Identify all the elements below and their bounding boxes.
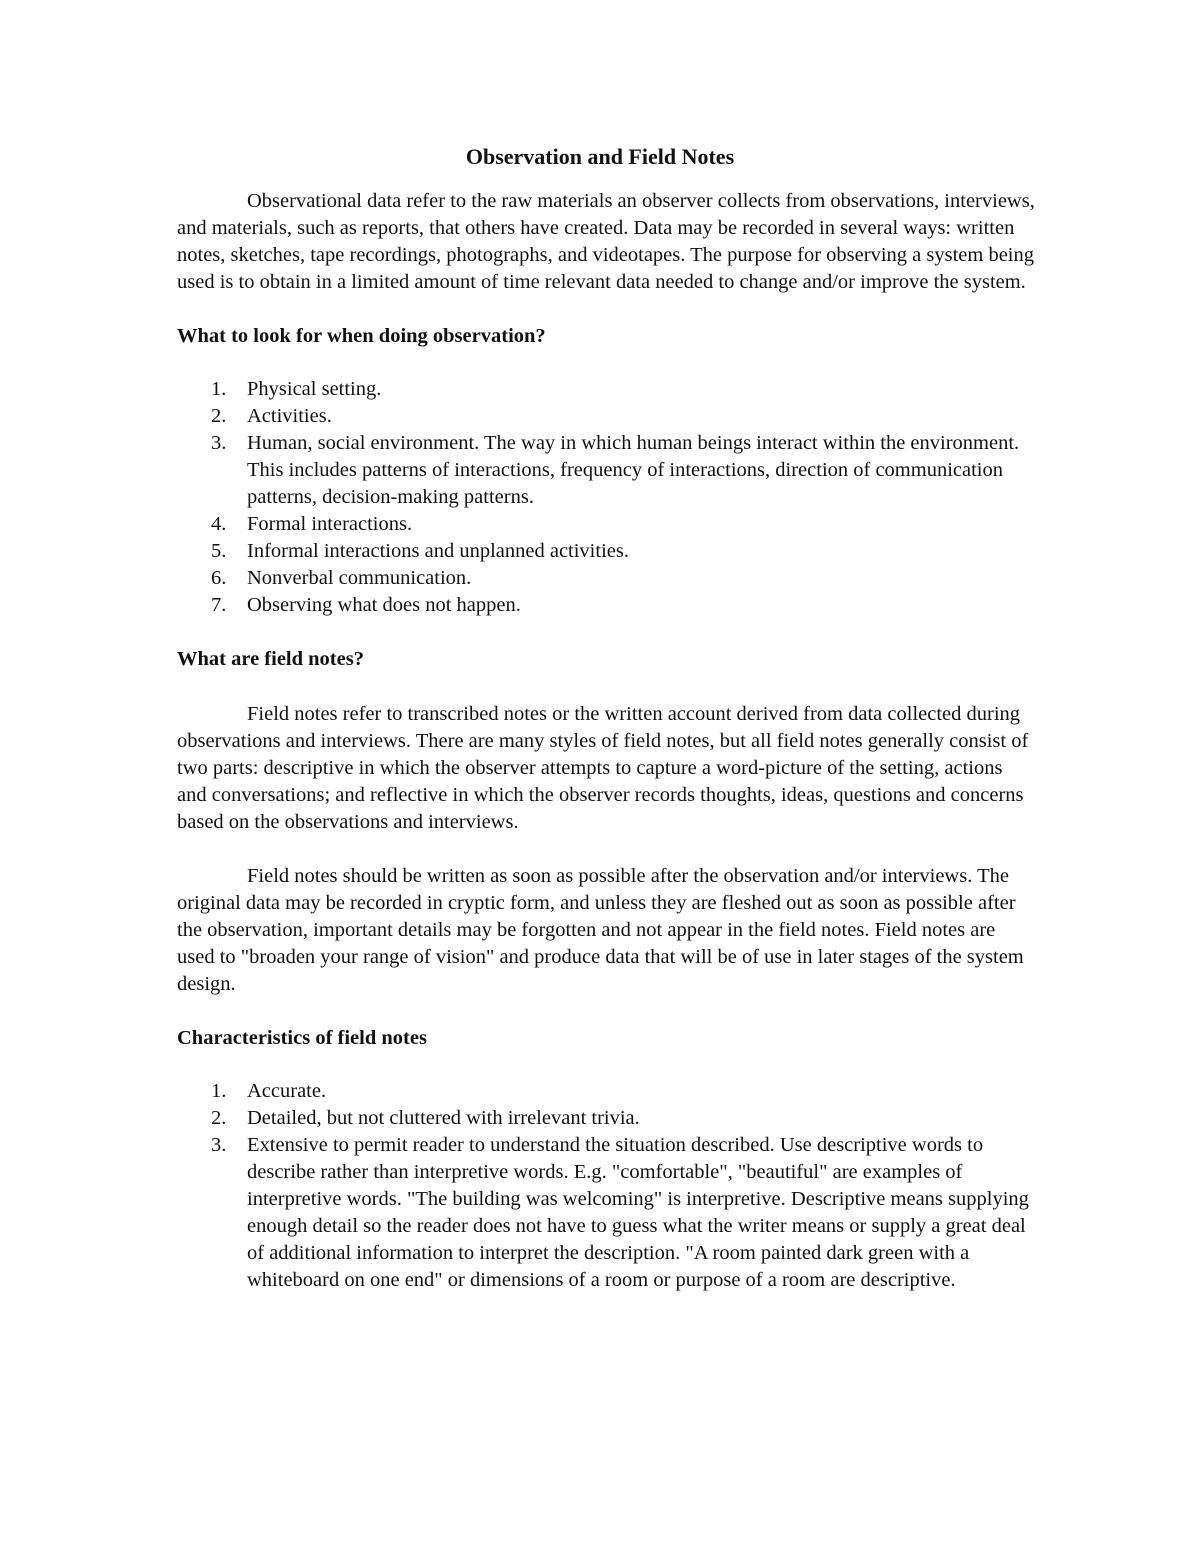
list-item xyxy=(177,538,1037,565)
list-item-number: 6. xyxy=(211,567,227,589)
list-item xyxy=(177,430,1037,511)
observation-list xyxy=(177,376,1037,619)
list-item-number: 1. xyxy=(211,1080,227,1102)
document-page xyxy=(177,142,1037,1294)
list-item-number: 1. xyxy=(211,378,227,400)
field-notes-paragraph-2: Field notes should be written as soon as possible after the observation and/or interviews. The original data may be recorded in cryptic form, and unless they are fleshed out as soon as possible after the observation, important details may be forgotten and not appear in the field notes. Field notes are used to "broaden your range of vision" and produce data that will be of use in later stages of the system design. xyxy=(177,865,1024,995)
field-notes-paragraph-1: Field notes refer to transcribed notes or the written account derived from data collected during observations and interviews. There are many styles of field notes, but all field notes generally consist of two parts: descriptive in which the observer attempts to capture a word-picture of the setting, actions and conversations; and reflective in which the observer records thoughts, ideas, questions and concerns based on the observations and interviews. xyxy=(177,703,1029,833)
list-item xyxy=(177,1105,1037,1132)
list-item-number: 2. xyxy=(211,1107,227,1129)
section-heading-observation: What to look for when doing observation? xyxy=(177,325,546,347)
list-item-text: Extensive to permit reader to understand the situation described. Use descriptive words to describe rather than interpretive words. E.g. "comfortable", "beautiful" are examples of interpretive words. "The building was welcoming" is interpretive. Descriptive means supplying enough detail so the reader does not have to guess what the writer means or supply a great deal of additional information to interpret the description. "A room painted dark green with a whiteboard on one end" or dimensions of a room or purpose of a room are descriptive. xyxy=(247,1134,1029,1291)
list-item-text: Nonverbal communication. xyxy=(247,567,472,589)
list-item-text: Observing what does not happen. xyxy=(247,594,521,616)
list-item-text: Accurate. xyxy=(247,1080,327,1102)
list-item xyxy=(177,565,1037,592)
list-item-text: Detailed, but not cluttered with irrelevant trivia. xyxy=(247,1107,640,1129)
list-item-number: 2. xyxy=(211,405,227,427)
list-item xyxy=(177,376,1037,403)
list-item-text: Activities. xyxy=(247,405,332,427)
list-item xyxy=(177,1078,1037,1105)
list-item-text: Formal interactions. xyxy=(247,513,413,535)
intro-paragraph: Observational data refer to the raw materials an observer collects from observations, interviews, and materials, such as reports, that others have created. Data may be recorded in several ways: written notes, sketches, tape recordings, photographs, and videotapes. The purpose for observing a system being used is to obtain in a limited amount of time relevant data needed to change and/or improve the system. xyxy=(177,190,1035,293)
list-item-number: 5. xyxy=(211,540,227,562)
list-item-text: Informal interactions and unplanned activities. xyxy=(247,540,629,562)
list-item xyxy=(177,1132,1037,1294)
section-heading-field-notes: What are field notes? xyxy=(177,648,364,670)
section-heading-characteristics: Characteristics of field notes xyxy=(177,1027,427,1049)
list-item xyxy=(177,592,1037,619)
list-item xyxy=(177,511,1037,538)
list-item xyxy=(177,403,1037,430)
characteristics-list xyxy=(177,1078,1037,1294)
list-item-number: 7. xyxy=(211,594,227,616)
list-item-text: Physical setting. xyxy=(247,378,382,400)
document-title: Observation and Field Notes xyxy=(465,144,735,169)
list-item-number: 3. xyxy=(211,1134,227,1156)
list-item-text: Human, social environment. The way in which human beings interact within the environment. This includes patterns of interactions, frequency of interactions, direction of communication patterns, decision-making patterns. xyxy=(247,432,1020,508)
list-item-number: 4. xyxy=(211,513,227,535)
list-item-number: 3. xyxy=(211,432,227,454)
